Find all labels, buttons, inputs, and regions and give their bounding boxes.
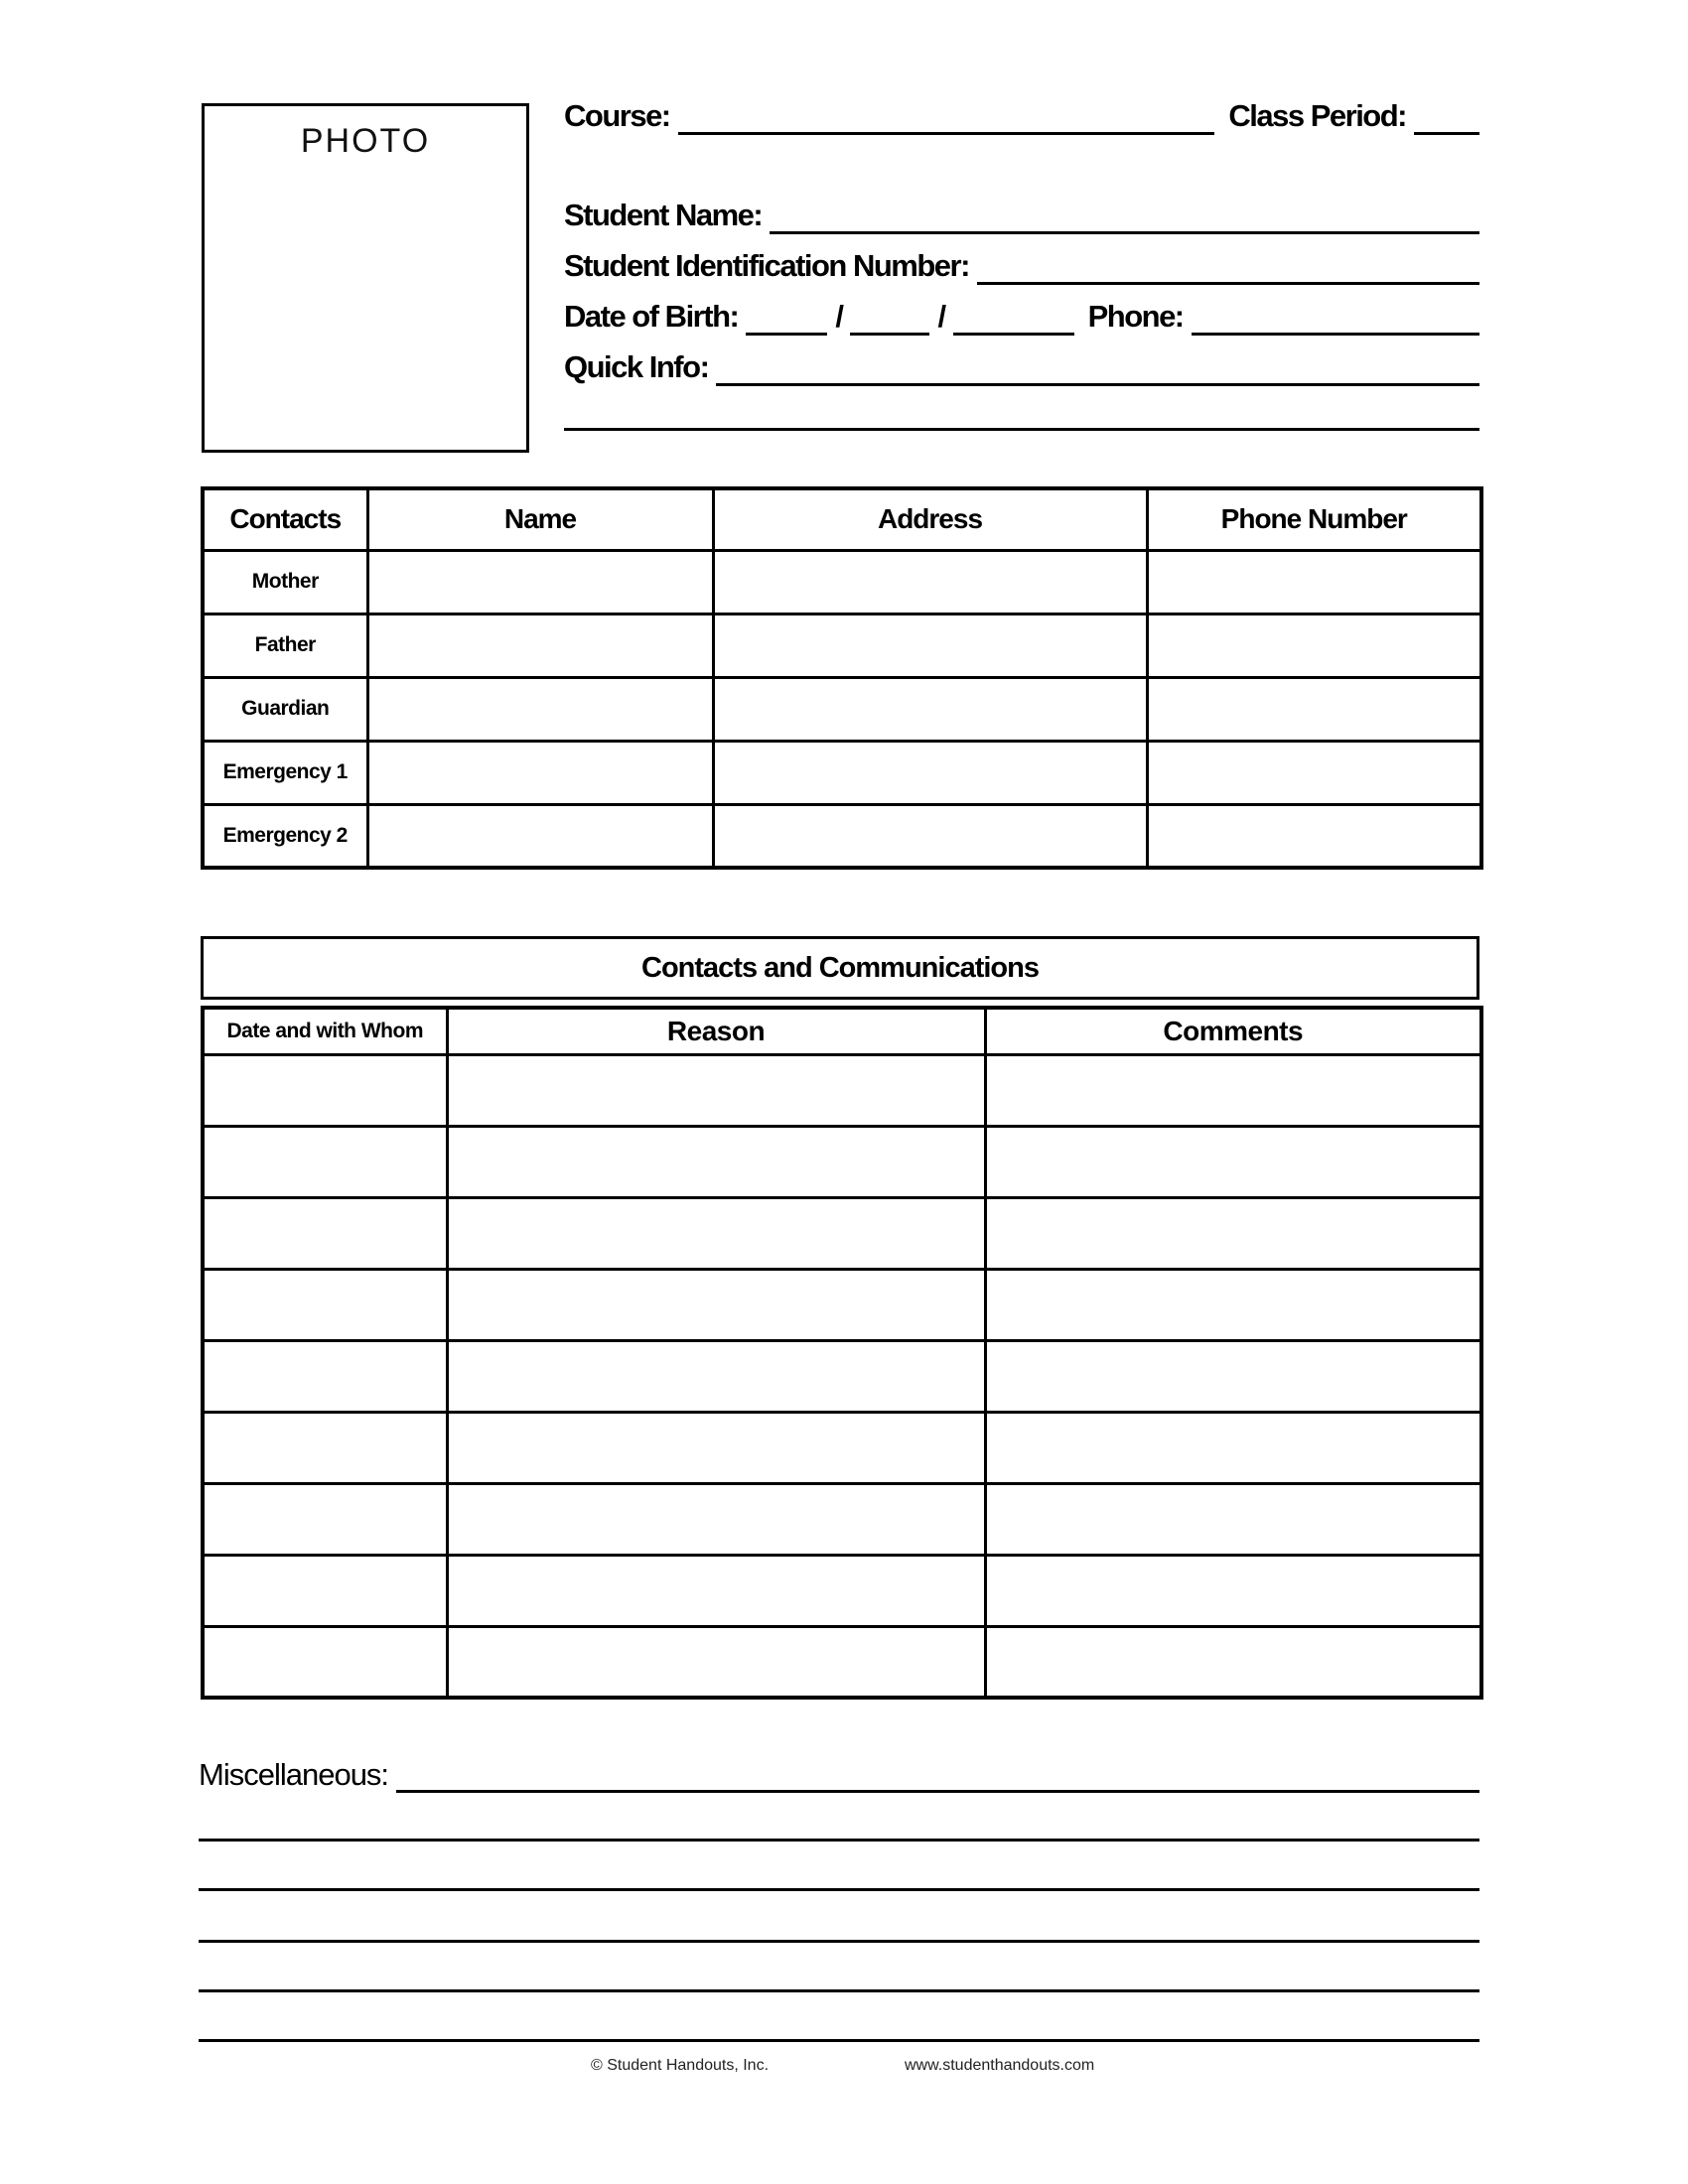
communication-row [203,1054,1481,1126]
dob-day-line [850,300,929,336]
miscellaneous-extra-line [199,2039,1479,2042]
communications-title-bar [201,936,1479,1000]
comm-date-cell [203,1626,447,1698]
course-line [678,99,1215,135]
contacts-header-name: Name [367,488,713,550]
contacts-header-address: Address [713,488,1147,550]
comm-date-cell [203,1483,447,1555]
dob-label: Date of Birth: [564,299,739,334]
contact-phone-cell [1147,741,1481,804]
comm-date-cell [203,1555,447,1626]
comm-date-cell [203,1340,447,1412]
quick-info-label: Quick Info: [564,349,709,384]
contact-name-cell [367,550,713,614]
student-id-line [977,249,1479,285]
contact-name-cell [367,677,713,741]
comm-header-comments: Comments [985,1008,1481,1054]
comm-comments-cell [985,1626,1481,1698]
comm-comments-cell [985,1269,1481,1340]
communication-row [203,1412,1481,1483]
comm-reason-cell [447,1626,985,1698]
contact-phone-cell [1147,677,1481,741]
photo-placeholder-label: PHOTO [300,122,431,160]
phone-line [1192,300,1479,336]
contact-address-cell [713,550,1147,614]
contact-name-cell [367,804,713,868]
comm-date-cell [203,1054,447,1126]
contact-name-cell [367,614,713,677]
contact-row [203,550,1481,614]
footer-website: www.studenthandouts.com [905,2057,1095,2074]
communication-row [203,1555,1481,1626]
class-period-label: Class Period: [1228,98,1406,133]
communication-row [203,1340,1481,1412]
miscellaneous-extra-line [199,1989,1479,1992]
comm-comments-cell [985,1126,1481,1197]
communications-title: Contacts and Communications [641,951,1039,984]
contact-type-cell: Mother [203,550,367,614]
miscellaneous-extra-line [199,1940,1479,1943]
contact-row [203,741,1481,804]
course-label: Course: [564,98,670,133]
communications-table [201,1006,1483,1700]
contact-type-cell: Emergency 2 [203,804,367,868]
contact-row [203,804,1481,868]
comm-reason-cell [447,1412,985,1483]
comm-reason-cell [447,1269,985,1340]
contact-address-cell [713,804,1147,868]
quick-info-row [564,350,1479,386]
comm-comments-cell [985,1555,1481,1626]
contact-row [203,614,1481,677]
communication-row [203,1126,1481,1197]
contact-row [203,677,1481,741]
comm-header-date-whom: Date and with Whom [203,1008,447,1054]
contact-phone-cell [1147,614,1481,677]
contacts-header-row [203,488,1481,550]
comm-reason-cell [447,1197,985,1269]
quick-info-overflow-line [564,395,1479,431]
comm-reason-cell [447,1555,985,1626]
quick-info-line [716,350,1479,386]
contact-name-cell [367,741,713,804]
course-row [564,99,1479,135]
contacts-header-phone: Phone Number [1147,488,1481,550]
comm-reason-cell [447,1126,985,1197]
contact-address-cell [713,614,1147,677]
comm-header-reason: Reason [447,1008,985,1054]
comm-comments-cell [985,1197,1481,1269]
contacts-header-contacts: Contacts [203,488,367,550]
communication-row [203,1626,1481,1698]
dob-year-line [953,300,1074,336]
comm-comments-cell [985,1054,1481,1126]
photo-box [202,103,529,453]
class-period-line [1414,99,1479,135]
student-name-row [564,199,1479,234]
communication-row [203,1269,1481,1340]
miscellaneous-row [199,1755,1479,1793]
miscellaneous-extra-line [199,1839,1479,1842]
contact-type-cell: Father [203,614,367,677]
comm-comments-cell [985,1483,1481,1555]
comm-reason-cell [447,1054,985,1126]
comm-date-cell [203,1269,447,1340]
comm-reason-cell [447,1340,985,1412]
miscellaneous-extra-line [199,1888,1479,1891]
dob-slash-1: / [835,299,843,334]
contact-phone-cell [1147,804,1481,868]
comm-reason-cell [447,1483,985,1555]
footer-copyright: © Student Handouts, Inc. [591,2057,770,2074]
communication-row [203,1197,1481,1269]
dob-slash-2: / [937,299,945,334]
contact-address-cell [713,741,1147,804]
student-id-row [564,249,1479,285]
phone-label: Phone: [1087,299,1184,334]
comm-date-cell [203,1126,447,1197]
contact-type-cell: Guardian [203,677,367,741]
student-name-line [770,199,1479,234]
comm-comments-cell [985,1340,1481,1412]
student-name-label: Student Name: [564,198,763,232]
comm-comments-cell [985,1412,1481,1483]
comm-date-cell [203,1412,447,1483]
contact-address-cell [713,677,1147,741]
miscellaneous-line [396,1755,1479,1793]
communications-header-row [203,1008,1481,1054]
dob-phone-row [564,300,1479,336]
student-id-label: Student Identification Number: [564,248,969,283]
contact-type-cell: Emergency 1 [203,741,367,804]
miscellaneous-label: Miscellaneous: [199,1757,389,1792]
comm-date-cell [203,1197,447,1269]
communication-row [203,1483,1481,1555]
dob-month-line [746,300,827,336]
contact-phone-cell [1147,550,1481,614]
contacts-table [201,486,1483,870]
